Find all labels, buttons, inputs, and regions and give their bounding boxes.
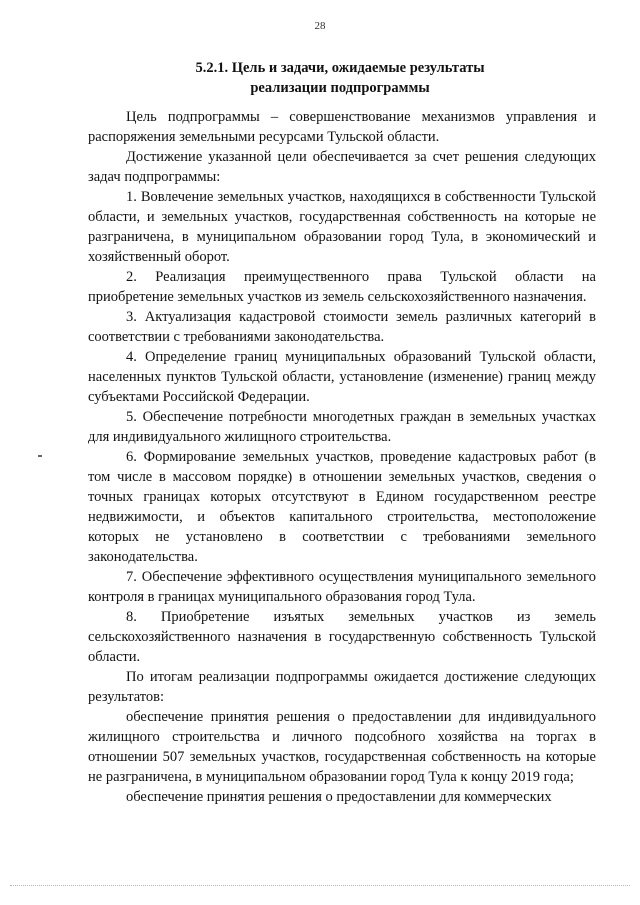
paragraph-task-7: 7. Обеспечение эффективного осуществления муниципального земельного контроля в границах муниципального образования город Тула. [88, 569, 596, 605]
page-number: 28 [314, 20, 326, 32]
paragraph-task-1: 1. Вовлечение земельных участков, находящихся в собственности Тульской области, и земельных участков, государственная собственность на которые не разграничена, в муниципальном образовании город Тула, в экономический и хозяйственный оборот. [88, 189, 596, 265]
paragraph-task-8: 8. Приобретение изъятых земельных участков из земель сельскохозяйственного назначения в государственную собственность Тульской области. [88, 609, 596, 665]
paragraph-task-6: 6. Формирование земельных участков, проведение кадастровых работ (в том числе в массовом порядке) в отношении земельных участков, сведения о точных границах которых отсутствуют в Едином государственном реестре недвижимости, и объектов капитального строительства, местоположение которых не установлено в соответствии с требованиями земельного законодательства. [88, 449, 596, 565]
paragraph-task-5: 5. Обеспечение потребности многодетных граждан в земельных участках для индивидуального жилищного строительства. [88, 409, 596, 445]
paragraph-task-2: 2. Реализация преимущественного права Тульской области на приобретение земельных участков из земель сельскохозяйственного назначения. [88, 269, 596, 305]
paragraph-task-3: 3. Актуализация кадастровой стоимости земель различных категорий в соответствии с требованиями законодательства. [88, 309, 596, 345]
scan-edge-dots [10, 885, 630, 892]
document-body [88, 107, 596, 807]
paragraph-result-1: обеспечение принятия решения о предоставлении для индивидуального жилищного строительства и личного подсобного хозяйства на торгах в отношении 507 земельных участков, государственная собственность на которые не разграничена, в муниципальном образовании город Тула к концу 2019 года; [88, 709, 596, 785]
paragraph-tasks-intro: Достижение указанной цели обеспечивается за счет решения следующих задач подпрограммы: [88, 149, 596, 185]
scan-mark [38, 455, 42, 457]
section-heading-line-2: реализации подпрограммы [250, 80, 430, 96]
paragraph-results-intro: По итогам реализации подпрограммы ожидается достижение следующих результатов: [88, 669, 596, 705]
section-heading-line-1: 5.2.1. Цель и задачи, ожидаемые результаты [195, 60, 485, 76]
paragraph-goal: Цель подпрограммы – совершенствование механизмов управления и распоряжения земельными ресурсами Тульской области. [88, 109, 596, 145]
paragraph-result-2: обеспечение принятия решения о предоставлении для коммерческих [126, 789, 552, 805]
paragraph-task-4: 4. Определение границ муниципальных образований Тульской области, населенных пунктов Тульской области, установление (изменение) границ между субъектами Российской Федерации. [88, 349, 596, 405]
section-heading [80, 58, 600, 98]
